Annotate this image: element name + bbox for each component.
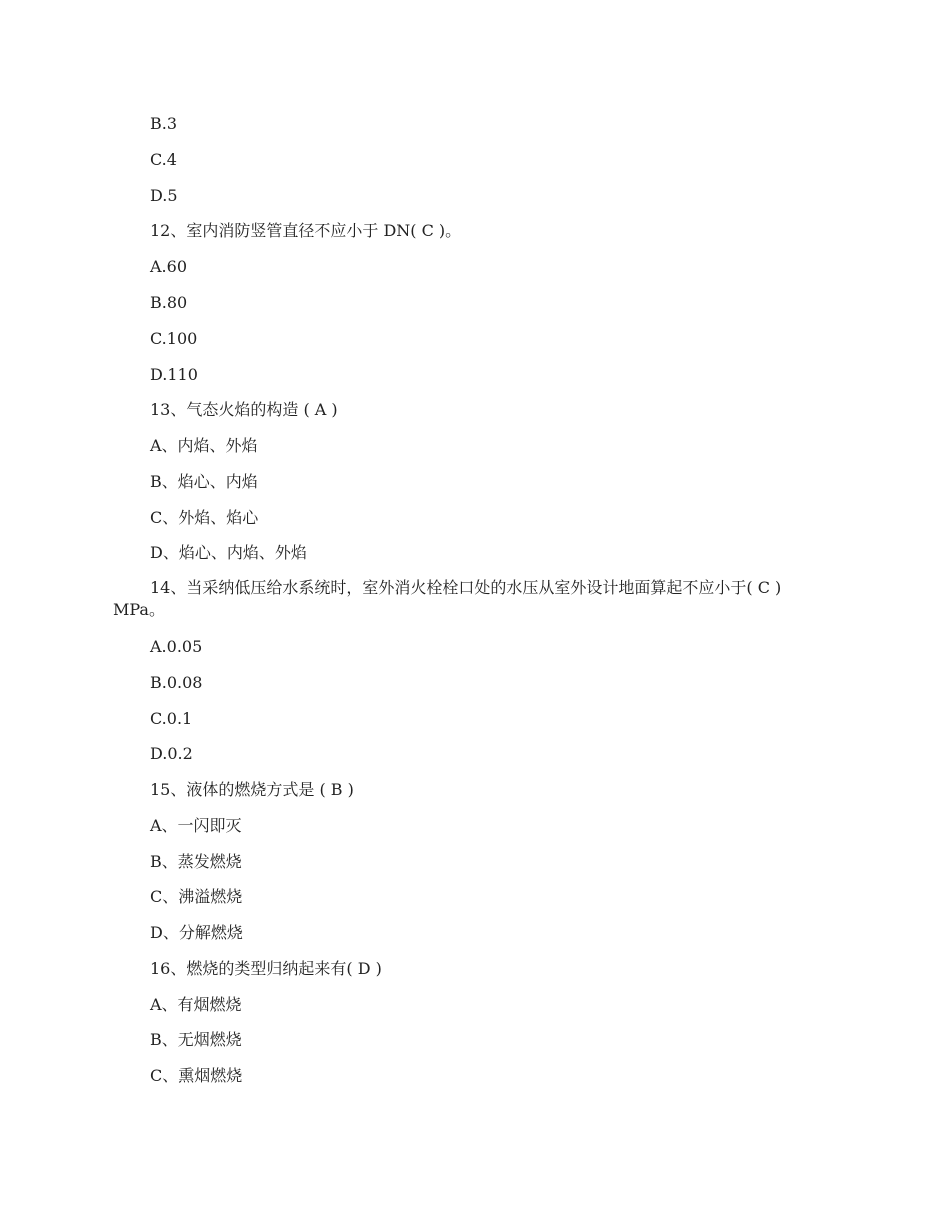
option-14-c: C.0.1	[150, 709, 193, 728]
question-15: 15、液体的燃烧方式是 ( B )	[150, 780, 354, 799]
option-15-a: A、一闪即灭	[150, 816, 242, 835]
option-12-d: D.110	[150, 365, 198, 384]
option-16-c: C、熏烟燃烧	[150, 1066, 243, 1085]
option-13-d: D、焰心、内焰、外焰	[150, 543, 307, 562]
option-13-a: A、内焰、外焰	[150, 436, 258, 455]
option-12-b: B.80	[150, 293, 188, 312]
question-16: 16、燃烧的类型归纳起来有( D )	[150, 959, 382, 978]
option-15-d: D、分解燃烧	[150, 923, 243, 942]
option-12-c: C.100	[150, 329, 198, 348]
option-16-a: A、有烟燃烧	[150, 995, 242, 1014]
option-12-a: A.60	[150, 257, 187, 276]
option-11-c: C.4	[150, 150, 177, 169]
question-12: 12、室内消防竖管直径不应小于 DN( C )。	[150, 221, 462, 240]
option-14-a: A.0.05	[150, 637, 203, 656]
question-14-text: 14、当采纳低压给水系统时，室外消火栓栓口处的水压从室外设计地面算起不应小于( C ) MPa。	[113, 578, 782, 619]
question-14	[113, 577, 825, 621]
option-11-d: D.5	[150, 186, 178, 205]
option-13-c: C、外焰、焰心	[150, 508, 259, 527]
question-13: 13、气态火焰的构造 ( A )	[150, 400, 338, 419]
option-15-c: C、沸溢燃烧	[150, 887, 243, 906]
option-14-b: B.0.08	[150, 673, 203, 692]
option-16-b: B、无烟燃烧	[150, 1030, 242, 1049]
option-13-b: B、焰心、内焰	[150, 472, 258, 491]
option-15-b: B、蒸发燃烧	[150, 852, 242, 871]
option-14-d: D.0.2	[150, 744, 193, 763]
option-11-b: B.3	[150, 114, 178, 133]
